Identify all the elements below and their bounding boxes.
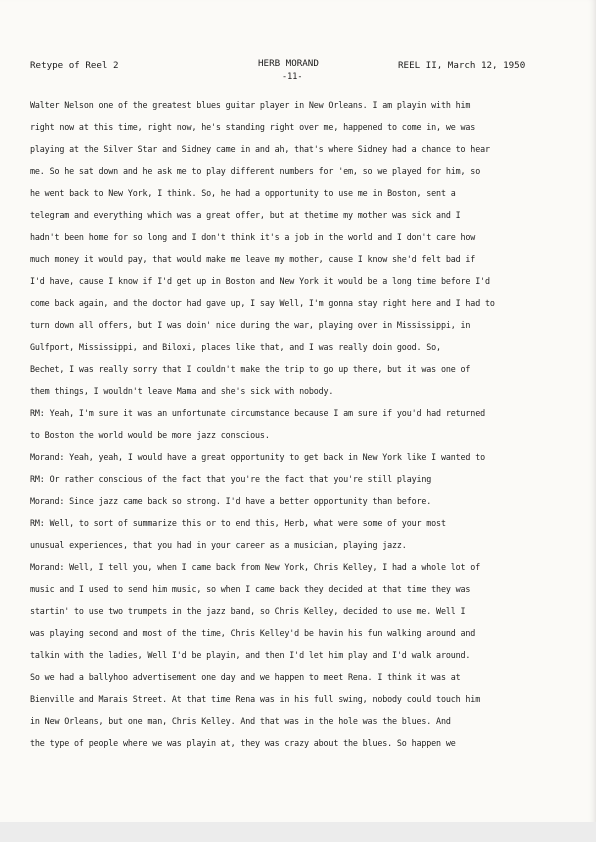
transcript-line: he went back to New York, I think. So, he had a opportunity to use me in Boston, sent a bbox=[30, 188, 456, 198]
transcript-line: me. So he sat down and he ask me to play different numbers for 'em, so we played for him, so bbox=[30, 166, 481, 176]
transcript-line: was playing second and most of the time, Chris Kelley'd be havin his fun walking around and bbox=[30, 628, 476, 638]
transcript-line: So we had a ballyhoo advertisement one day and we happen to meet Rena. I think it was at bbox=[30, 672, 461, 682]
transcript-line: them things, I wouldn't leave Mama and she's sick with nobody. bbox=[30, 386, 334, 396]
page-number: -11- bbox=[282, 72, 303, 82]
transcript-line: come back again, and the doctor had gave up, I say Well, I'm gonna stay right here and I had to bbox=[30, 298, 495, 308]
transcript-line: startin' to use two trumpets in the jazz band, so Chris Kelley, decided to use me. Well I bbox=[30, 606, 466, 616]
transcript-line: to Boston the world would be more jazz conscious. bbox=[30, 430, 270, 440]
header-left: Retype of Reel 2 bbox=[30, 60, 119, 71]
header-title: HERB MORAND bbox=[258, 58, 319, 69]
transcript-line: Morand: Since jazz came back so strong. I'd have a better opportunity than before. bbox=[30, 496, 432, 506]
transcript-line: Morand: Yeah, yeah, I would have a great opportunity to get back in New York like I wanted to bbox=[30, 452, 485, 462]
transcript-body bbox=[30, 94, 560, 754]
transcript-line: RM: Well, to sort of summarize this or to end this, Herb, what were some of your most bbox=[30, 518, 446, 528]
transcript-line: Bechet, I was really sorry that I couldn't make the trip to go up there, but it was one of bbox=[30, 364, 471, 374]
transcript-line: in New Orleans, but one man, Chris Kelley. And that was in the hole was the blues. And bbox=[30, 716, 451, 726]
transcript-line: Walter Nelson one of the greatest blues guitar player in New Orleans. I am playin with him bbox=[30, 100, 471, 110]
transcript-line: talkin with the ladies, Well I'd be playin, and then I'd let him play and I'd walk around. bbox=[30, 650, 471, 660]
transcript-line: telegram and everything which was a great offer, but at thetime my mother was sick and I bbox=[30, 210, 461, 220]
page-bottom-edge bbox=[0, 822, 596, 842]
transcript-line: Gulfport, Mississippi, and Biloxi, places like that, and I was really doin good. So, bbox=[30, 342, 441, 352]
page-header bbox=[0, 58, 596, 88]
transcript-line: unusual experiences, that you had in your career as a musician, playing jazz. bbox=[30, 540, 407, 550]
transcript-line: RM: Yeah, I'm sure it was an unfortunate circumstance because I am sure if you'd had returned bbox=[30, 408, 485, 418]
transcript-line: turn down all offers, but I was doin' nice during the war, playing over in Mississippi, in bbox=[30, 320, 471, 330]
transcript-line: playing at the Silver Star and Sidney came in and ah, that's where Sidney had a chance to hear bbox=[30, 144, 490, 154]
transcript-line: RM: Or rather conscious of the fact that you're the fact that you're still playing bbox=[30, 474, 432, 484]
transcript-line: music and I used to send him music, so when I came back they decided at that time they was bbox=[30, 584, 471, 594]
transcript-line: hadn't been home for so long and I don't think it's a job in the world and I don't care how bbox=[30, 232, 476, 242]
transcript-line: much money it would pay, that would make me leave my mother, cause I know she'd felt bad if bbox=[30, 254, 476, 264]
header-right: REEL II, March 12, 1950 bbox=[398, 60, 526, 71]
transcript-line: I'd have, cause I know if I'd get up in Boston and New York it would be a long time before I'd bbox=[30, 276, 490, 286]
transcript-line: Morand: Well, I tell you, when I came back from New York, Chris Kelley, I had a whole lot of bbox=[30, 562, 481, 572]
transcript-line: the type of people where we was playin at, they was crazy about the blues. So happen we bbox=[30, 738, 456, 748]
transcript-line: Bienville and Marais Street. At that time Rena was in his full swing, nobody could touch him bbox=[30, 694, 481, 704]
transcript-line: right now at this time, right now, he's standing right over me, happened to come in, we was bbox=[30, 122, 476, 132]
